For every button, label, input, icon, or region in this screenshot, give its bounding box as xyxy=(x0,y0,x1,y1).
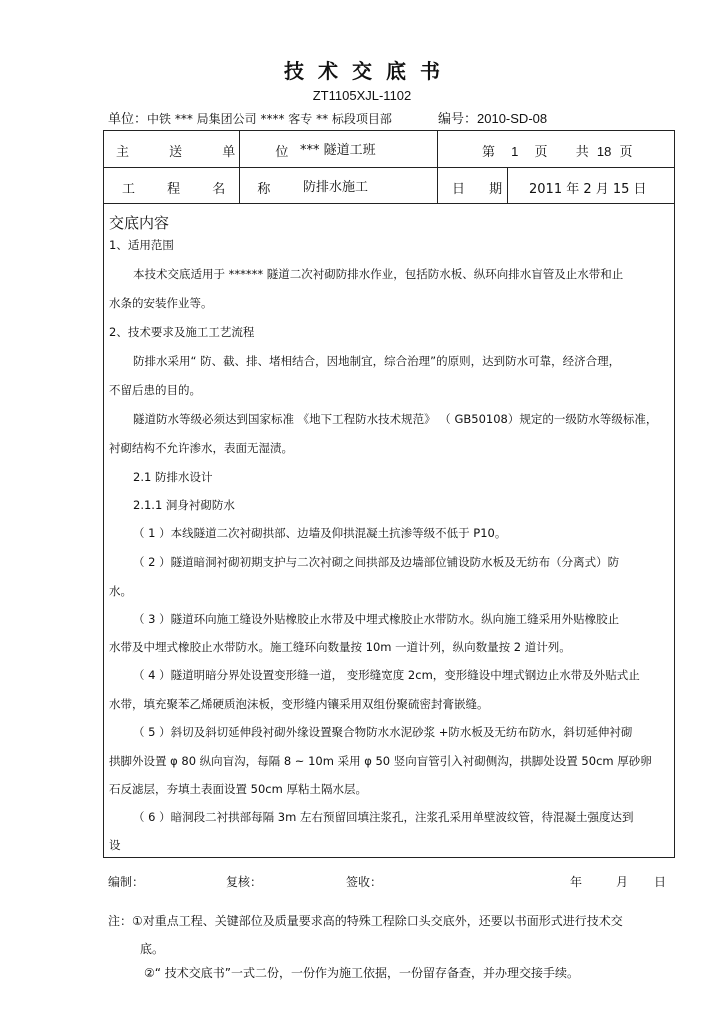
content-line: （ 3 ）隧道环向施工缝设外贴橡胶止水带及中埋式橡胶止水带防水。纵向施工缝采用外贴橡胶止 xyxy=(133,612,620,626)
content-line: 本技术交底适用于 ****** 隧道二次衬砌防排水作业，包括防水板、纵环向排水盲管及止水带和止 xyxy=(133,267,624,281)
compiled-by-label: 编制： xyxy=(108,875,145,889)
project-label: 工 程 名 称 xyxy=(122,182,285,197)
content-heading: 交底内容 xyxy=(109,214,170,232)
disclosure-form xyxy=(103,130,675,858)
row-divider-2 xyxy=(104,203,674,204)
content-line: 隧道防水等级必须达到国家标准 《地下工程防水技术规范》 （ GB50108）规定的一级防水等级标准， xyxy=(133,412,658,426)
serial-line xyxy=(438,108,547,127)
content-line: 防排水采用“ 防、截、排、堵相结合，因地制宜，综合治理”的原则，达到防水可靠，经济合理， xyxy=(133,354,621,368)
content-line: 拱脚外设置 φ 80 纵向盲沟，每隔 8 ~ 10m 采用 φ 50 竖向盲管引入衬砌侧沟，拱脚处设置 50cm 厚砂卵 xyxy=(109,754,652,768)
content-line: 不留后患的目的。 xyxy=(109,383,201,397)
unit-line xyxy=(108,108,392,127)
content-line: 2.1.1 洞身衬砌防水 xyxy=(133,498,235,512)
row-divider-1 xyxy=(104,167,674,168)
col-divider-2 xyxy=(437,131,438,203)
serial-label: 编号： xyxy=(438,112,478,127)
unit-label: 单位： xyxy=(108,112,148,127)
recipient-label: 主 送 单 位 xyxy=(116,145,307,160)
content-line: （ 1 ）本线隧道二次衬砌拱部、边墙及仰拱混凝土抗渗等级不低于 P10。 xyxy=(133,526,507,540)
document-title: 技术交底书 xyxy=(284,59,454,83)
signed-by-label: 签收： xyxy=(346,875,383,889)
content-line: 2、技术要求及施工工艺流程 xyxy=(109,325,255,339)
page-number: 1 xyxy=(511,144,519,159)
content-line: （ 4 ）隧道明暗分界处设置变形缝一道， 变形缝宽度 2cm，变形缝设中埋式钢边止水带及外贴式止 xyxy=(133,668,640,682)
date-value: 2011 年 2 月 15 日 xyxy=(529,182,647,197)
total-pages: 18 xyxy=(596,144,612,159)
total-word: 页 xyxy=(619,145,633,160)
document-code: ZT1105XJL-1102 xyxy=(312,88,412,103)
total-prefix: 共 xyxy=(575,145,589,160)
content-line: 衬砌结构不允许渗水，表面无湿渍。 xyxy=(109,441,293,455)
unit-value: 中铁 *** 局集团公司 **** 客专 ** 标段项目部 xyxy=(147,112,392,126)
note-1: 注：①对重点工程、关键部位及质量要求高的特殊工程除口头交底外，还要以书面形式进行技术交 xyxy=(108,914,623,928)
content-line: 水条的安装作业等。 xyxy=(109,296,213,310)
content-line: 水带，填充聚苯乙烯硬质泡沫板，变形缝内镶采用双组份聚硫密封膏嵌缝。 xyxy=(109,697,489,711)
content-line: （ 6 ）暗洞段二衬拱部每隔 3m 左右预留回填注浆孔，注浆孔采用单壁波纹管，待混凝土强度达到 xyxy=(133,810,634,824)
day-label: 日 xyxy=(654,875,667,889)
note-1-continued: 底。 xyxy=(140,942,165,956)
year-label: 年 xyxy=(570,875,583,889)
content-line: 1、适用范围 xyxy=(109,238,174,252)
recipient-value: *** 隧道工班 xyxy=(300,143,376,158)
content-line: 2.1 防排水设计 xyxy=(133,470,213,484)
date-label: 日 期 xyxy=(452,182,513,197)
content-line: 水带及中埋式橡胶止水带防水。施工缝环向数量按 10m 一道计列，纵向数量按 2 道计列。 xyxy=(109,640,571,654)
note-2: ②“ 技术交底书”一式二份，一份作为施工依据，一份留存备查，并办理交接手续。 xyxy=(144,966,580,980)
serial-value: 2010-SD-08 xyxy=(477,111,548,126)
content-line: （ 2 ）隧道暗洞衬砌初期支护与二次衬砌之间拱部及边墙部位铺设防水板及无纺布（分离式）防 xyxy=(133,555,620,569)
page-prefix: 第 xyxy=(482,145,496,160)
project-value: 防排水施工 xyxy=(303,180,369,195)
page-word: 页 xyxy=(534,145,548,160)
content-line: 设 xyxy=(109,838,121,852)
content-line: 水。 xyxy=(109,584,132,598)
content-line: 石反滤层，夯填土表面设置 50cm 厚粘土隔水层。 xyxy=(109,782,367,796)
page-indicator xyxy=(482,141,632,160)
content-line: （ 5 ）斜切及斜切延伸段衬砌外缘设置聚合物防水水泥砂浆 +防水板及无纺布防水，斜切延伸衬砌 xyxy=(133,725,633,739)
month-label: 月 xyxy=(616,875,629,889)
reviewed-by-label: 复核： xyxy=(226,875,263,889)
